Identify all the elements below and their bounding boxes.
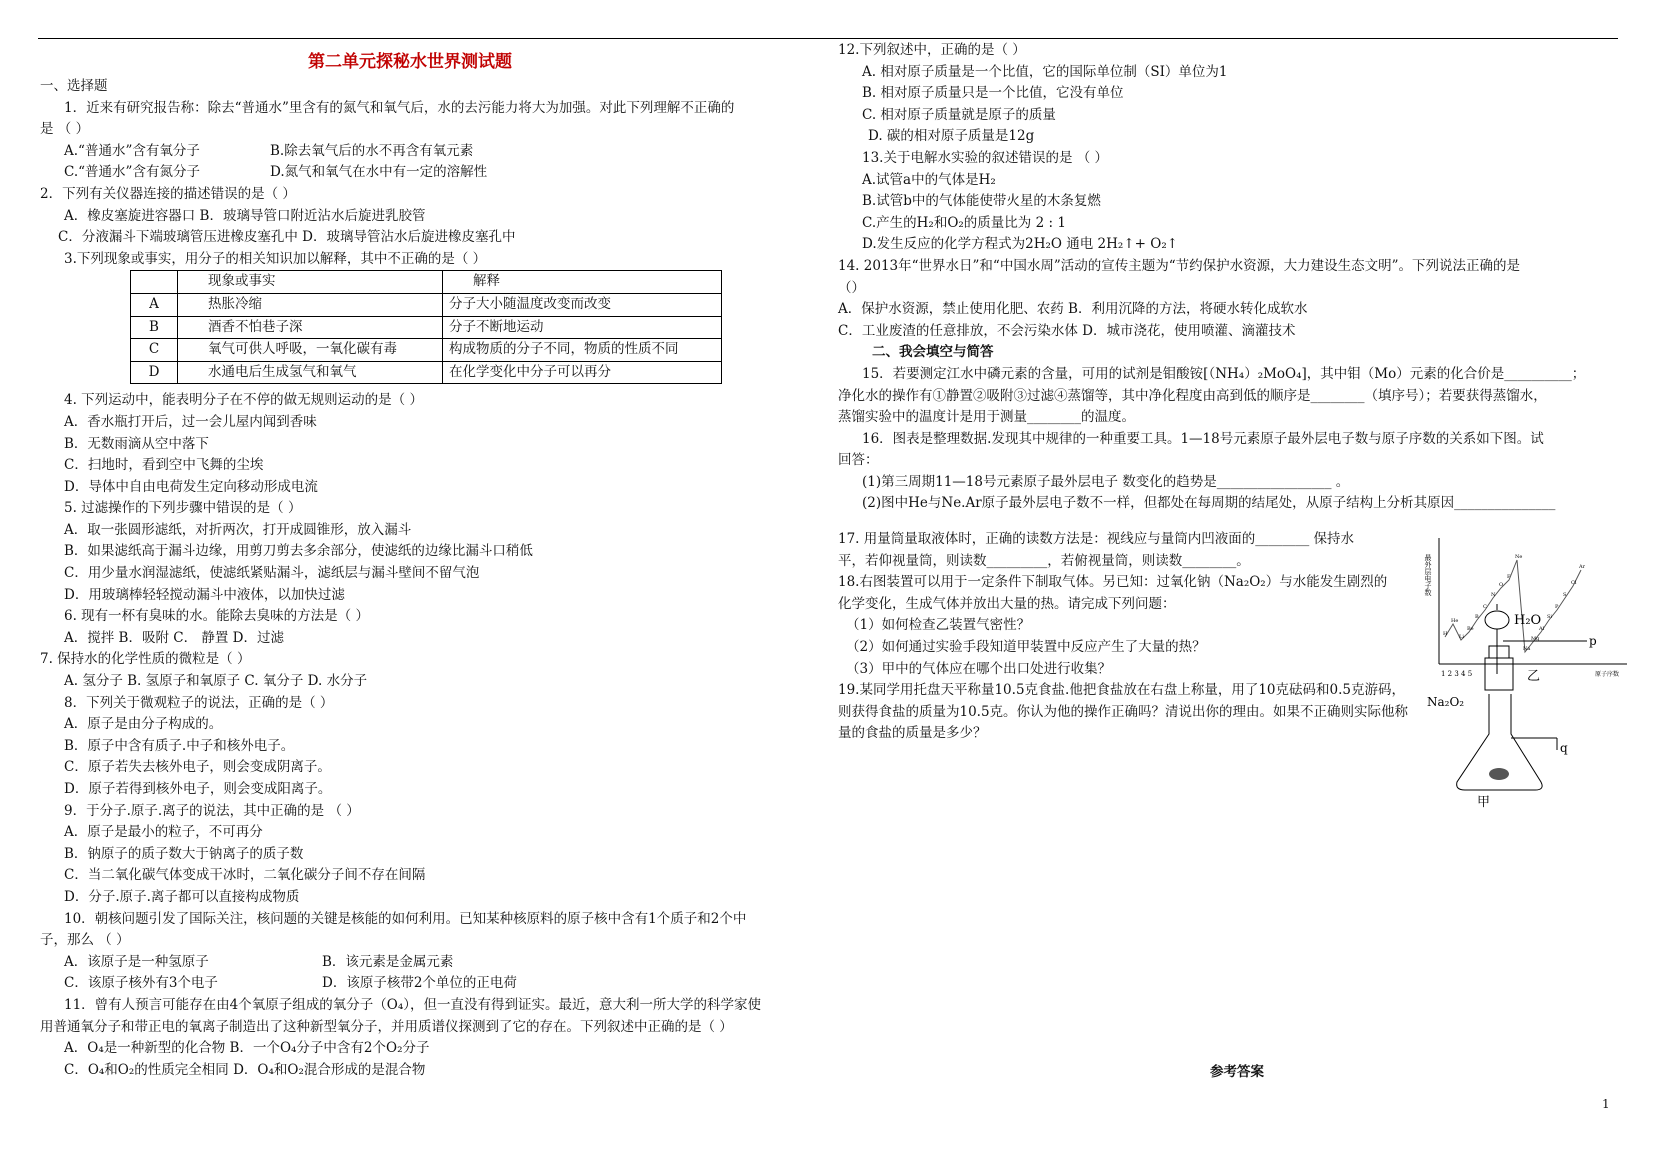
- option-b: B．该元素是金属元素: [322, 953, 454, 970]
- question-stem: 化学变化，生成气体并放出大量的热。请完成下列问题：: [838, 595, 1176, 612]
- question-stem: 16．图表是整理数据.发现其中规律的一种重要工具。1—18号元素原子最外层电子数与原子序数的关系如下图。试: [862, 430, 1544, 447]
- question-stem: 19.某同学用托盘天平称量10.5克食盐.他把食盐放在右盘上称量，用了10克砝码和0.5克游码，: [838, 682, 1405, 699]
- option-row: A. 氢分子 B. 氢原子和氧原子 C. 氧分子 D. 水分子: [64, 673, 368, 690]
- question-stem: 1．近来有研究报告称：除去“普通水”里含有的氮气和氧气后，水的去污能力将大为加强。对此下列理解不正确的: [64, 99, 735, 116]
- option-row: C．工业废渣的任意排放，不会污染水体 D．城市浇花，使用喷灌、滴灌技术: [838, 322, 1296, 339]
- label-jia: 甲: [1477, 795, 1491, 810]
- label-yi: 乙: [1527, 669, 1541, 684]
- top-rule: [38, 38, 1618, 39]
- fact-table: [130, 270, 722, 384]
- question-stem: 2．下列有关仪器连接的描述错误的是（ ）: [40, 185, 296, 202]
- table-header: 现象或事实 解释: [131, 271, 722, 294]
- chart-point-label: Cl: [1571, 580, 1577, 586]
- option-a: A. 相对原子质量是一个比值，它的国际单位制（SI）单位为1: [862, 63, 1228, 80]
- option-a: A.“普通水”含有氧分子: [64, 142, 200, 159]
- option-b: B.除去氧气后的水不再含有氧元素: [270, 142, 474, 159]
- chart-point-label: He: [1451, 618, 1459, 624]
- chart-point-label: H: [1443, 631, 1448, 637]
- chart-point-label: Ar: [1579, 564, 1586, 570]
- question-stem: 17. 用量筒量取液体时，正确的读数方法是：视线应与量筒内凹液面的________ 保持水: [838, 531, 1355, 548]
- chart-point-label: S: [1563, 592, 1567, 598]
- question-stem: 平，若仰视量筒，则读数_________，若俯视量筒，则读数________。: [838, 552, 1250, 569]
- question-stem: 18.右图装置可以用于一定条件下制取气体。另已知：过氧化钠（Na₂O₂）与水能发生剧烈的: [838, 574, 1388, 591]
- page-number: 1: [1602, 1097, 1610, 1111]
- option-c: C.“普通水”含有氮分子: [64, 164, 200, 181]
- page-title: 第二单元探秘水世界测试题: [308, 52, 512, 72]
- chart-xlabel: 原子序数: [1595, 671, 1620, 678]
- sub-question: (1)第三周期11—18号元素原子最外层电子 数变化的趋势是_________________ 。: [862, 473, 1350, 490]
- option-row: [40, 952, 820, 974]
- question-stem: 3.下列现象或事实，用分子的相关知识加以解释，其中不正确的是（ ）: [64, 250, 487, 267]
- option-d: D．分子.原子.离子都可以直接构成物质: [64, 888, 300, 905]
- chart-point-label: Al: [1539, 626, 1545, 632]
- option-c: C．该原子核外有3个电子: [64, 975, 218, 992]
- option-row: [40, 162, 820, 184]
- chart-point-label: F: [1507, 574, 1511, 580]
- option-d: D.氮气和氧气在水中有一定的溶解性: [270, 164, 488, 181]
- question-stem: 7. 保持水的化学性质的微粒是（ ）: [40, 651, 251, 668]
- chart-point-label: N: [1491, 592, 1496, 598]
- option-a: A．该原子是一种氢原子: [64, 953, 209, 970]
- option-d: D．该原子核带2个单位的正电荷: [322, 975, 517, 992]
- option-c: C．当二氧化碳气体变成干冰时，二氧化碳分子间不存在间隔: [64, 867, 426, 884]
- question-stem: 5. 过滤操作的下列步骤中错误的是（ ）: [64, 500, 302, 517]
- option-a: A．取一张圆形滤纸，对折两次，打开成圆锥形，放入漏斗: [64, 521, 412, 538]
- sub-question: (2)图中He与Ne.Ar原子最外层电子数不一样，但都处在每周期的结尾处，从原子结构上分析其原因_______________: [862, 495, 1556, 512]
- option-b: B. 相对原子质量只是一个比值，它没有单位: [862, 85, 1124, 102]
- question-stem: 11．曾有人预言可能存在由4个氧原子组成的氧分子（O₄），但一直没有得到证实。最近，意大利一所大学的科学家使: [64, 996, 761, 1013]
- question-stem: 9．于分子.原子.离子的说法，其中正确的是 （ ）: [64, 802, 360, 819]
- option-b: B.试管b中的气体能使带火星的木条复燃: [862, 193, 1101, 210]
- chart-point-label: Ne: [1515, 554, 1523, 560]
- table-row: B 酒香不怕巷子深 分子不断地运动: [131, 316, 722, 339]
- option-c: C．原子若失去核外电子，则会变成阴离子。: [64, 759, 331, 776]
- question-stem: 8．下列关于微观粒子的说法，正确的是（ ）: [64, 694, 334, 711]
- chart-xticks: 1 2 3 4 5: [1441, 670, 1473, 678]
- chart-point-label: Mg: [1531, 636, 1540, 642]
- option-row: C．分液漏斗下端玻璃管压进橡皮塞孔中 D．玻璃导管沾水后旋进橡皮塞孔中: [58, 229, 516, 246]
- option-b: B．原子中含有质子.中子和核外电子。: [64, 737, 295, 754]
- question-stem: 则获得食盐的质量为10.5克。你认为他的操作正确吗？清说出你的理由。如果不正确则实际他称: [838, 703, 1409, 720]
- question-stem: 6. 现有一杯有臭味的水。能除去臭味的方法是（ ）: [64, 608, 369, 625]
- sub-question: （3）甲中的气体应在哪个出口处进行收集？: [846, 660, 1112, 677]
- question-stem: 15．若要测定江水中磷元素的含量，可用的试剂是钼酸铵[（NH₄）₂MoO₄]，其中钼（Mo）元素的化合价是__________；: [862, 365, 1586, 382]
- chart-point-label: Li: [1459, 634, 1464, 640]
- question-stem: 13.关于电解水实验的叙述错误的是 （ ）: [862, 149, 1109, 166]
- left-column: [40, 40, 820, 1081]
- chart-point-label: P: [1555, 604, 1559, 610]
- section-heading: 二、我会填空与简答: [872, 344, 994, 361]
- label-na2o2: Na₂O₂: [1427, 695, 1465, 709]
- option-b: B．钠原子的质子数大于钠离子的质子数: [64, 845, 304, 862]
- question-stem: 净化水的操作有①静置②吸附③过滤④蒸馏等，其中净化程度由高到低的顺序是________（填序号）；若要获得蒸馏水，: [838, 387, 1547, 404]
- electron-chart: [1424, 538, 1628, 678]
- label-q: q: [1560, 741, 1568, 755]
- question-stem: 用普通氧分子和带正电的氧离子制造出了这种新型氧分子，并用质谱仪探测到了它的存在。下列叙述中正确的是（ ）: [40, 1018, 733, 1035]
- chart-point-label: O: [1499, 582, 1504, 588]
- option-d: D．原子若得到核外电子，则会变成阳离子。: [64, 781, 332, 797]
- option-d: D.发生反应的化学方程式为2H₂O 通电 2H₂↑+ O₂↑: [862, 236, 1179, 253]
- question-stem: 4. 下列运动中，能表明分子在不停的做无规则运动的是（ ）: [64, 392, 423, 409]
- question-stem: 是 （ ）: [40, 121, 90, 138]
- option-row: A．O₄是一种新型的化合物 B．一个O₄分子中含有2个O₂分子: [64, 1040, 430, 1057]
- option-a: A．香水瓶打开后，过一会儿屋内闻到香味: [64, 413, 317, 430]
- option-a: A．原子是最小的粒子，不可再分: [64, 824, 263, 841]
- question-stem: 量的食盐的质量是多少？: [838, 725, 987, 742]
- option-d: D. 碳的相对原子质量是12g: [868, 128, 1035, 145]
- label-p: p: [1589, 634, 1597, 648]
- option-row: A．橡皮塞旋进容器口 B．玻璃导管口附近沾水后旋进乳胶管: [64, 207, 426, 224]
- option-b: B．无数雨滴从空中落下: [64, 435, 209, 452]
- option-c: C.产生的H₂和O₂的质量比为 2 : 1: [862, 214, 1066, 231]
- question-stem: 回答：: [838, 452, 879, 469]
- option-row: A．搅拌 B．吸附 C． 静置 D．过滤: [64, 629, 284, 646]
- option-c: C．用少量水润湿滤纸，使滤纸紧贴漏斗，滤纸层与漏斗壁间不留气泡: [64, 565, 480, 582]
- option-b: B．如果滤纸高于漏斗边缘，用剪刀剪去多余部分，使滤纸的边缘比漏斗口稍低: [64, 543, 533, 560]
- question-stem: 10．朝核问题引发了国际关注，核问题的关键是核能的如何利用。已知某种核原料的原子核中含有1个质子和2个中: [64, 910, 747, 927]
- option-row: A．保护水资源，禁止使用化肥、农药 B．利用沉降的方法，将硬水转化成软水: [838, 301, 1308, 318]
- table-row: A 热胀冷缩 分子大小随温度改变而改变: [131, 293, 722, 316]
- chart-point-label: Si: [1547, 614, 1553, 620]
- option-c: C. 相对原子质量就是原子的质量: [862, 106, 1056, 123]
- table-row: D 水通电后生成氢气和氧气 在化学变化中分子可以再分: [131, 361, 722, 384]
- option-row: [40, 973, 820, 995]
- chart-point-label: Be: [1467, 626, 1474, 632]
- apparatus: [1427, 604, 1597, 810]
- option-c: C．扫地时，看到空中飞舞的尘埃: [64, 457, 264, 474]
- question-stem: 12.下列叙述中，正确的是（ ）: [838, 42, 1026, 58]
- chart-point-label: B: [1475, 614, 1479, 620]
- question-stem: 子，那么 （ ）: [40, 932, 130, 949]
- chart-ylabel: 最外层电子数: [1424, 554, 1432, 596]
- option-row: [40, 141, 820, 163]
- option-row: C．O₄和O₂的性质完全相同 D．O₄和O₂混合形成的是混合物: [64, 1061, 426, 1078]
- chart-point-label: C: [1483, 604, 1487, 610]
- label-h2o: H₂O: [1514, 613, 1542, 628]
- option-d: D．导体中自由电荷发生定向移动形成电流: [64, 478, 318, 495]
- option-a: A.试管a中的气体是H₂: [862, 171, 996, 188]
- question-stem: 蒸馏实验中的温度计是用于测量________的温度。: [838, 409, 1135, 426]
- sub-question: （1）如何检查乙装置气密性？: [846, 617, 1031, 634]
- option-d: D．用玻璃棒轻轻搅动漏斗中液体，以加快过滤: [64, 586, 345, 603]
- chart-point-label: Na: [1523, 646, 1531, 652]
- answer-heading: 参考答案: [1210, 1064, 1264, 1080]
- sub-question: （2）如何通过实验手段知道甲装置中反应产生了大量的热？: [846, 639, 1206, 656]
- table-row: C 氧气可供人呼吸，一氧化碳有毒 构成物质的分子不同，物质的性质不同: [131, 339, 722, 362]
- question-stem: （）: [838, 279, 865, 296]
- option-a: A．原子是由分子构成的。: [64, 716, 223, 733]
- figure-apparatus: [1424, 534, 1642, 810]
- section-heading: 一、选择题: [40, 78, 108, 94]
- question-stem: 14. 2013年“世界水日”和“中国水周”活动的宣传主题为“节约保护水资源，大力建设生态文明”。下列说法正确的是: [838, 257, 1521, 274]
